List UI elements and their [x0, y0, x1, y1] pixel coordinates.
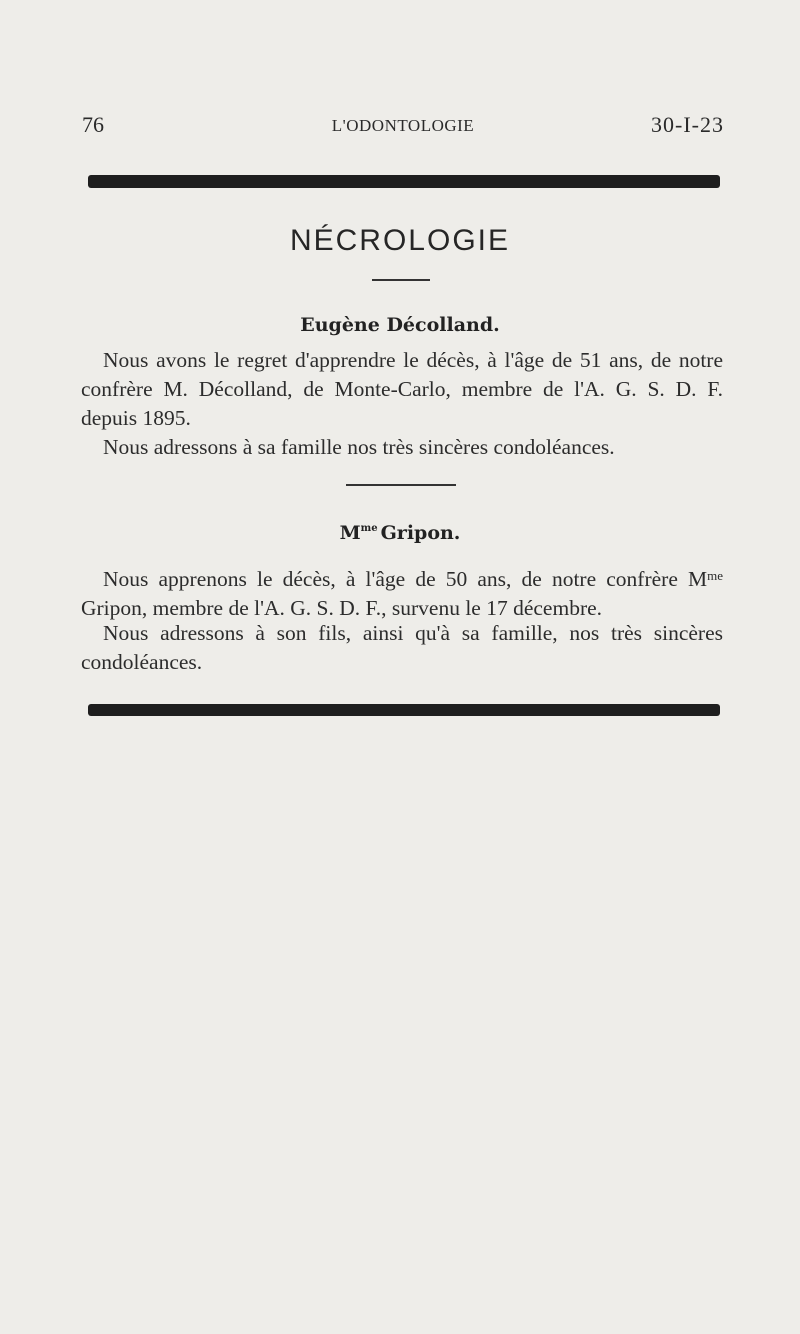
heading-prefix: M [339, 522, 361, 544]
entry-heading-decolland: Eugène Décolland. [300, 314, 500, 336]
page-number: 76 [82, 112, 104, 137]
entry-paragraph [81, 561, 723, 623]
top-divider [88, 175, 720, 188]
bottom-divider [88, 704, 720, 716]
paragraph-text: Nous apprenons le décès, à l'âge de 50 ans, de notre confrère M [103, 567, 708, 591]
title-underline [372, 279, 430, 281]
heading-superscript: me [360, 523, 378, 534]
page-header [82, 112, 724, 142]
entry-paragraph: Nous avons le regret d'apprendre le décès, à l'âge de 51 ans, de notre confrère M. Décolland, de Monte-Carlo, membre de l'A. G. S. D. F. depuis 1895. [81, 348, 723, 430]
running-title: L'ODONTOLOGIE [331, 116, 475, 135]
entry-heading-gripon [0, 522, 800, 544]
entry-paragraph: Nous adressons à son fils, ainsi qu'à sa famille, nos très sincères condoléances. [81, 621, 723, 674]
issue-date: 30-I-23 [651, 112, 724, 137]
entry-paragraph: Nous adressons à sa famille nos très sincères condoléances. [103, 435, 615, 459]
paragraph-text: Gripon, membre de l'A. G. S. D. F., survenu le 17 décembre. [81, 596, 603, 620]
paragraph-superscript: me [707, 568, 723, 583]
heading-name: Gripon. [380, 522, 461, 544]
entry-divider [346, 484, 456, 486]
section-title: NÉCROLOGIE [289, 224, 511, 257]
